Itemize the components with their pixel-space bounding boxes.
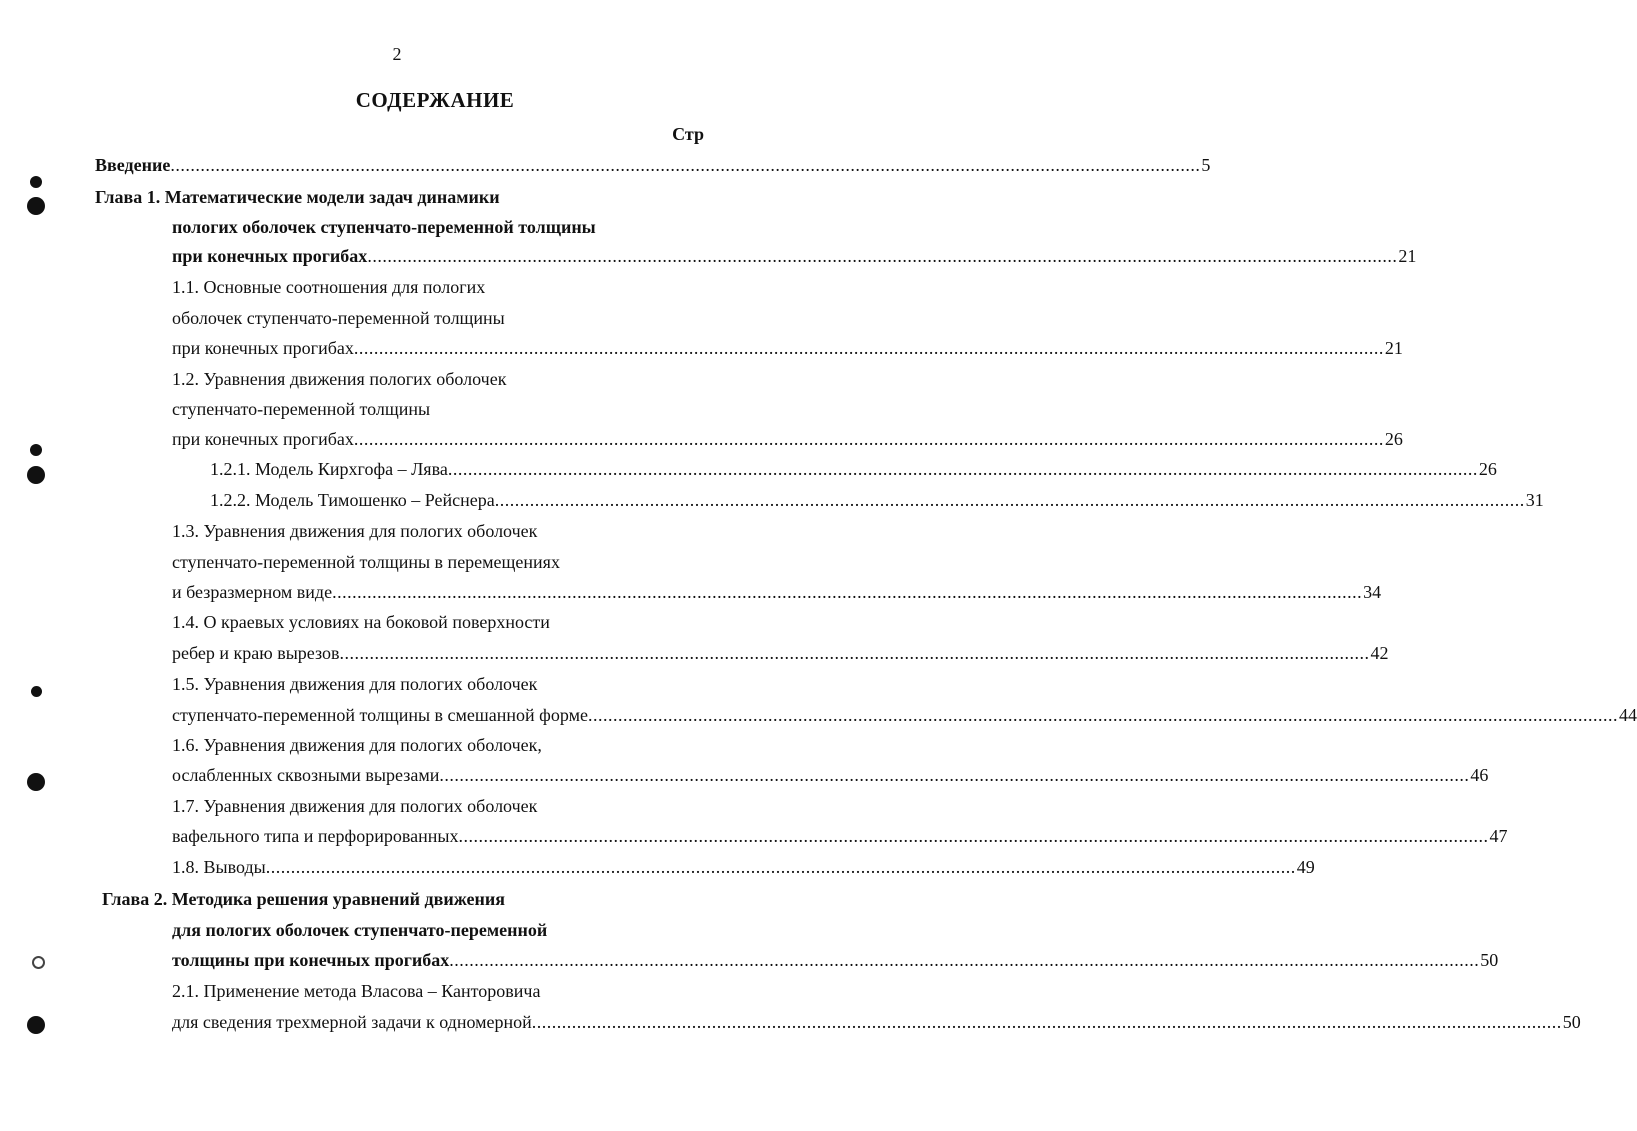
punch-hole-mark [32, 956, 45, 969]
punch-hole [27, 197, 45, 215]
toc-section-2-1-heading: 2.1. Применение метода Власова – Канторовича [172, 981, 541, 1001]
toc-section-1-4-heading: 1.4. О краевых условиях на боковой поверхности [172, 612, 550, 632]
page-number: 2 [392, 44, 402, 64]
toc-chapter-1: при конечных прогибах .............................................................................................................................................................................................................. 21 [172, 246, 1417, 266]
toc-section-1-5-heading: 1.5. Уравнения движения для пологих оболочек [172, 674, 538, 694]
toc-section-1-2-heading: 1.2. Уравнения движения пологих оболочек [172, 369, 507, 389]
punch-hole [27, 1016, 45, 1034]
toc-section-1-2-heading-cont: ступенчато-переменной толщины [172, 399, 431, 419]
toc-section-1-5: ступенчато-переменной толщины в смешанной форме .............................................................................................................................................................................................................. 44 [172, 705, 1637, 725]
punch-hole-mark [30, 444, 42, 456]
toc-chapter-1-heading-cont: пологих оболочек ступенчато-переменной толщины [172, 217, 596, 237]
toc-section-1-2: при конечных прогибах .............................................................................................................................................................................................................. 26 [172, 429, 1403, 449]
toc-section-1-1-heading-cont: оболочек ступенчато-переменной толщины [172, 308, 505, 328]
punch-hole [27, 466, 45, 484]
toc-section-1-7: вафельного типа и перфорированных .............................................................................................................................................................................................................. 47 [172, 826, 1508, 846]
punch-hole-mark [30, 176, 42, 188]
toc-section-1-6: ослабленных сквозными вырезами .............................................................................................................................................................................................................. 46 [172, 765, 1489, 785]
punch-hole [27, 773, 45, 791]
toc-chapter-2: толщины при конечных прогибах .............................................................................................................................................................................................................. 50 [172, 950, 1499, 970]
toc-section-1-1: при конечных прогибах .............................................................................................................................................................................................................. 21 [172, 338, 1403, 358]
punch-hole-mark [31, 686, 42, 697]
page-column-label: Стр [672, 124, 704, 144]
toc-subsection-1-2-2: 1.2.2. Модель Тимошенко – Рейснера .............................................................................................................................................................................................................. 31 [210, 490, 1544, 510]
toc-subsection-1-2-1: 1.2.1. Модель Кирхгофа – Лява .............................................................................................................................................................................................................. 26 [210, 459, 1497, 479]
toc-section-1-4: ребер и краю вырезов .............................................................................................................................................................................................................. 42 [172, 643, 1389, 663]
toc-section-1-1-heading: 1.1. Основные соотношения для пологих [172, 277, 486, 297]
page-title: СОДЕРЖАНИЕ [355, 88, 515, 112]
toc-section-2-1: для сведения трехмерной задачи к одномерной .............................................................................................................................................................................................................. 50 [172, 1012, 1581, 1032]
toc-section-1-3: и безразмерном виде .............................................................................................................................................................................................................. 34 [172, 582, 1382, 602]
toc-section-1-8: 1.8. Выводы .............................................................................................................................................................................................................. 49 [172, 857, 1315, 877]
toc-section-1-3-heading-cont: ступенчато-переменной толщины в перемещениях [172, 552, 560, 572]
toc-section-1-6-heading: 1.6. Уравнения движения для пологих оболочек, [172, 735, 542, 755]
toc-chapter-1-heading: Глава 1. Математические модели задач динамики [95, 187, 500, 207]
toc-section-1-7-heading: 1.7. Уравнения движения для пологих оболочек [172, 796, 538, 816]
toc-entry-introduction: Введение .............................................................................................................................................................................................................. 5 [95, 155, 1211, 175]
toc-section-1-3-heading: 1.3. Уравнения движения для пологих оболочек [172, 521, 538, 541]
toc-chapter-2-heading-cont: для пологих оболочек ступенчато-переменной [172, 920, 548, 940]
toc-chapter-2-heading: Глава 2. Методика решения уравнений движения [102, 889, 505, 909]
